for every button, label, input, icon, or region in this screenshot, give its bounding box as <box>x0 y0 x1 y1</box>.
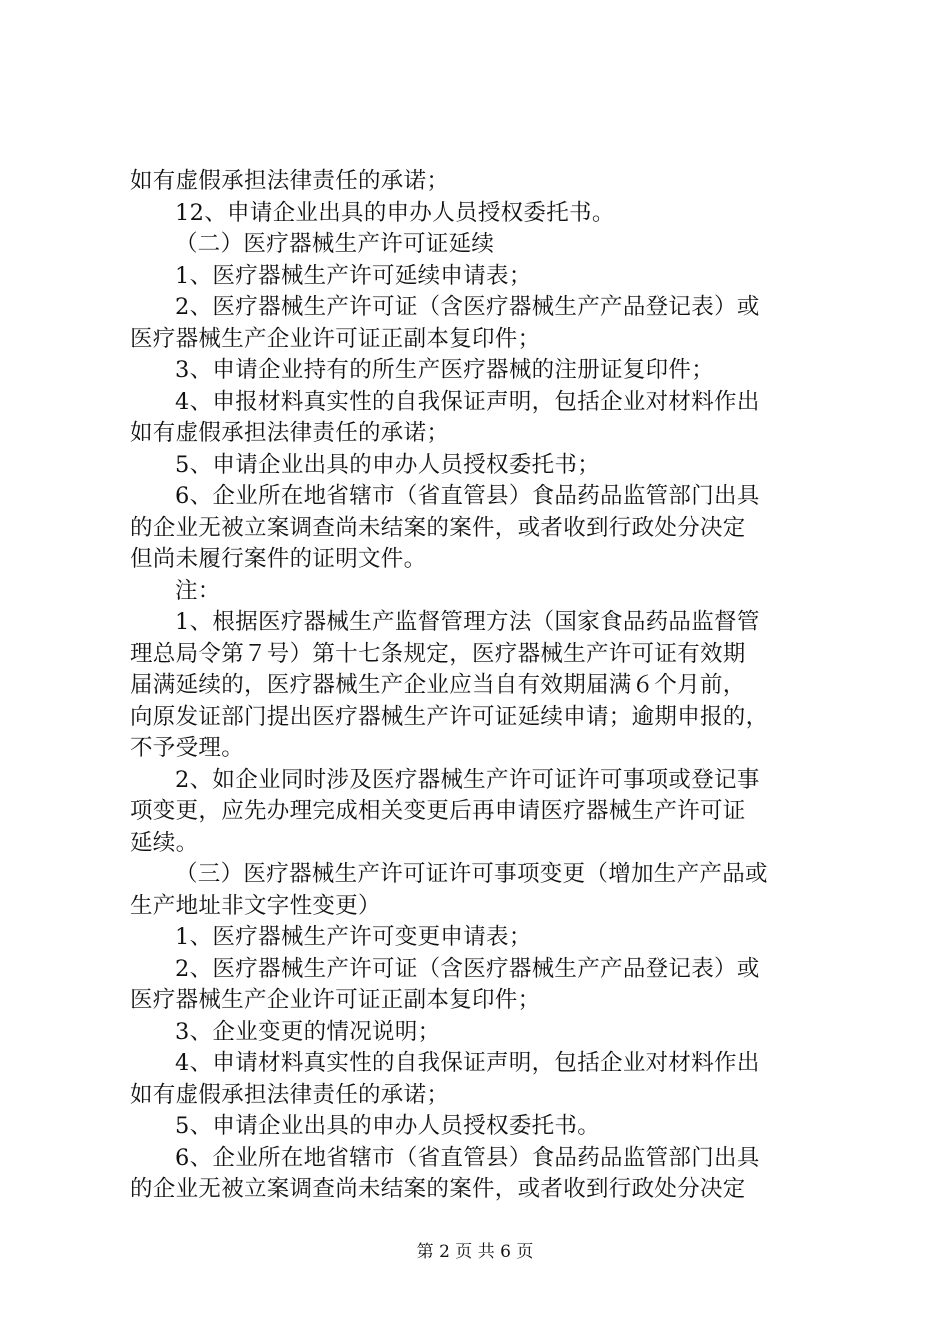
body-line: 如有虚假承担法律责任的承诺； <box>130 168 450 194</box>
body-line: 5、申请企业出具的申办人员授权委托书； <box>175 451 601 478</box>
body-line: 生产地址非文字性变更） <box>130 892 381 919</box>
body-line: 6、企业所在地省辖市（省直管县）食品药品监管部门出具 <box>175 483 760 509</box>
body-line: 1、医疗器械生产许可延续申请表； <box>175 262 532 289</box>
body-line: 理总局令第７号）第十七条规定，医疗器械生产许可证有效期 <box>130 640 746 667</box>
body-line: 的企业无被立案调查尚未结案的案件，或者收到行政处分决定 <box>130 514 746 541</box>
body-line: 3、申请企业持有的所生产医疗器械的注册证复印件； <box>175 357 715 383</box>
body-line: 医疗器械生产企业许可证正副本复印件； <box>130 987 541 1013</box>
body-line: 2、医疗器械生产许可证（含医疗器械生产产品登记表）或 <box>175 294 760 320</box>
body-line: 项变更，应先办理完成相关变更后再申请医疗器械生产许可证 <box>130 798 746 824</box>
body-line: 医疗器械生产企业许可证正副本复印件； <box>130 325 541 352</box>
body-line: （二）医疗器械生产许可证延续 <box>175 231 495 257</box>
body-line: 6、企业所在地省辖市（省直管县）食品药品监管部门出具 <box>175 1144 760 1171</box>
body-line: 但尚未履行案件的证明文件。 <box>130 546 427 572</box>
body-line: 1、根据医疗器械生产监督管理方法（国家食品药品监督管 <box>175 609 760 635</box>
page-footer: 第 2 页 共 6 页 <box>416 1242 534 1262</box>
body-line: 注： <box>175 577 221 604</box>
body-line: 的企业无被立案调查尚未结案的案件，或者收到行政处分决定 <box>130 1176 746 1202</box>
body-line: 12、申请企业出具的申办人员授权委托书。 <box>175 199 615 226</box>
body-line: 2、医疗器械生产许可证（含医疗器械生产产品登记表）或 <box>175 955 760 982</box>
body-line: （三）医疗器械生产许可证许可事项变更（增加生产产品或 <box>175 861 768 887</box>
body-line: 不予受理。 <box>130 735 245 761</box>
body-line: 4、申请材料真实性的自我保证声明，包括企业对材料作出 <box>175 1050 760 1076</box>
body-line: 1、医疗器械生产许可变更申请表； <box>175 924 532 950</box>
body-line: 向原发证部门提出医疗器械生产许可证延续申请；逾期申报的， <box>130 703 769 730</box>
body-line: 5、申请企业出具的申办人员授权委托书。 <box>175 1113 601 1139</box>
body-line: 4、申报材料真实性的自我保证声明，包括企业对材料作出 <box>175 388 760 415</box>
body-line: 2、如企业同时涉及医疗器械生产许可证许可事项或登记事 <box>175 766 760 793</box>
body-line: 延续。 <box>130 829 199 856</box>
body-line: 如有虚假承担法律责任的承诺； <box>130 420 450 446</box>
body-line: 3、企业变更的情况说明； <box>175 1018 441 1045</box>
document-body <box>130 166 830 1206</box>
body-line: 届满延续的，医疗器械生产企业应当自有效期届满６个月前， <box>130 672 746 698</box>
body-line: 如有虚假承担法律责任的承诺； <box>130 1081 450 1108</box>
